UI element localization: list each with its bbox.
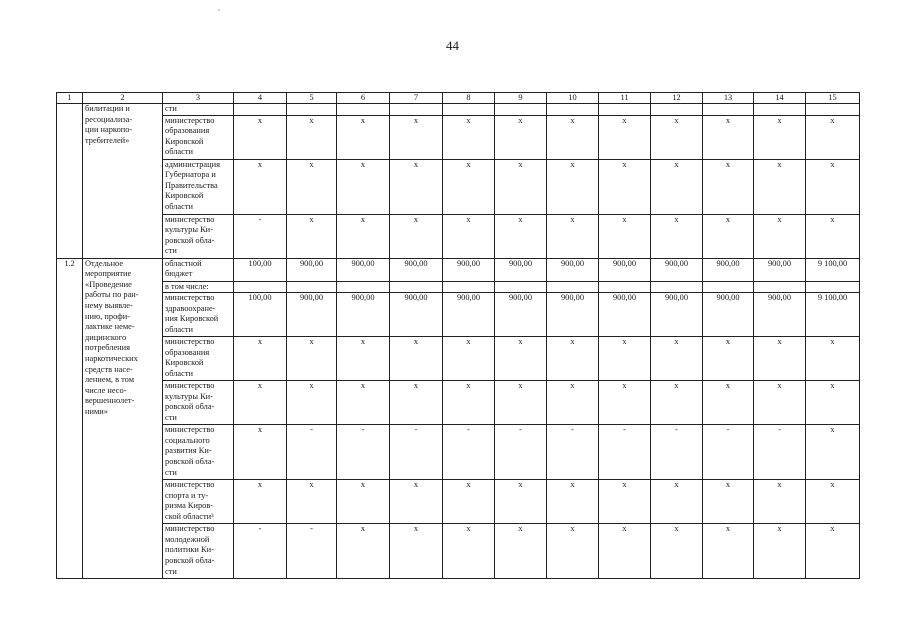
value-cell: 9 100,00 [806,258,860,281]
table-row [57,337,860,381]
table-row [57,480,860,524]
cell-line: средств насе- [85,364,133,374]
value-cell [234,281,287,293]
table-row [57,115,860,159]
value-cell: x [287,337,337,381]
value-cell: x [754,115,806,159]
cell-line: ской области³ [165,511,214,521]
value-cell: x [754,337,806,381]
value-cell [651,281,703,293]
cell-line: вершеннолет- [85,396,135,406]
value-cell [806,281,860,293]
cell-line: ресоциализа- [85,114,133,124]
value-cell: x [287,214,337,258]
value-cell: x [234,159,287,214]
value-cell: - [495,425,547,480]
value-cell: x [599,214,651,258]
cell-line: администрация [165,159,220,169]
column-header-7: 7 [390,93,443,104]
value-cell [337,281,390,293]
column-header-15: 15 [806,93,860,104]
value-cell: x [547,159,599,214]
value-cell [599,281,651,293]
table-row [57,381,860,425]
value-cell: 900,00 [495,293,547,337]
value-cell: 900,00 [287,258,337,281]
value-cell: x [390,381,443,425]
value-cell [495,104,547,116]
value-cell: x [754,159,806,214]
cell-line: сти [165,104,177,113]
value-cell: x [547,524,599,579]
value-cell: x [234,425,287,480]
value-cell: x [806,480,860,524]
value-cell: x [443,115,495,159]
value-cell: x [287,159,337,214]
value-cell: x [703,115,754,159]
value-cell: x [651,214,703,258]
cell-line: Губернатора и [165,170,216,180]
value-cell: x [337,381,390,425]
value-cell: x [651,337,703,381]
cell-line: министерство [165,425,215,435]
budget-source-cell [163,524,234,579]
budget-source-cell [163,381,234,425]
objective-cell [83,104,163,259]
value-cell: x [806,214,860,258]
value-cell: x [443,524,495,579]
cell-line: бюджет [165,269,193,279]
value-cell: x [806,425,860,480]
column-header-11: 11 [599,93,651,104]
value-cell: x [754,381,806,425]
cell-line: сти [165,566,177,576]
value-cell: 900,00 [651,258,703,281]
value-cell: 900,00 [287,293,337,337]
value-cell: x [547,381,599,425]
value-cell: x [547,480,599,524]
cell-line: нему выявле- [85,300,133,310]
column-header-9: 9 [495,93,547,104]
table-row [57,214,860,258]
budget-source-cell [163,104,234,116]
budget-source-cell [163,214,234,258]
cell-line: образования [165,126,210,136]
table-row [57,524,860,579]
value-cell: 900,00 [547,293,599,337]
value-cell: x [287,381,337,425]
column-header-3: 3 [163,93,234,104]
value-cell: x [703,524,754,579]
cell-line: министерство [165,337,215,347]
budget-source-cell [163,293,234,337]
value-cell: x [806,524,860,579]
value-cell: x [337,524,390,579]
value-cell [547,104,599,116]
value-cell: x [495,214,547,258]
cell-line: ния Кировской [165,314,219,324]
value-cell: 900,00 [390,258,443,281]
value-cell: x [443,159,495,214]
value-cell: x [495,115,547,159]
value-cell: - [390,425,443,480]
value-cell: x [337,480,390,524]
value-cell: x [651,115,703,159]
table-row [57,104,860,116]
value-cell: x [754,480,806,524]
cell-line: Кировской [165,191,204,201]
cell-line: наркотических [85,353,138,363]
cell-line: Отдельное [85,258,124,268]
header-row [57,93,860,104]
value-cell: x [390,115,443,159]
value-cell: 900,00 [547,258,599,281]
value-cell [754,104,806,116]
value-cell: x [547,115,599,159]
row-index [57,104,83,259]
cell-line: министерство [165,115,215,125]
value-cell [547,281,599,293]
value-cell: 900,00 [337,258,390,281]
cell-line: ровской обла- [165,402,215,412]
value-cell: - [547,425,599,480]
value-cell: x [703,480,754,524]
cell-line: развития Ки- [165,446,212,456]
value-cell [703,281,754,293]
value-cell: x [703,337,754,381]
value-cell: x [806,337,860,381]
value-cell: 900,00 [703,293,754,337]
value-cell [337,104,390,116]
cell-line: Правительства [165,180,218,190]
value-cell [754,281,806,293]
budget-source-cell [163,337,234,381]
value-cell: - [234,214,287,258]
value-cell: x [495,159,547,214]
cell-line: областной [165,258,202,268]
value-cell: 900,00 [599,293,651,337]
value-cell [287,281,337,293]
table-row [57,159,860,214]
value-cell: x [651,480,703,524]
value-cell: x [599,115,651,159]
value-cell: x [390,214,443,258]
cell-line: образования [165,347,210,357]
column-header-4: 4 [234,93,287,104]
value-cell: x [234,337,287,381]
value-cell: 900,00 [754,293,806,337]
value-cell: x [806,381,860,425]
value-cell: - [754,425,806,480]
value-cell: 900,00 [599,258,651,281]
row-index: 1.2 [57,258,83,579]
cell-line: культуры Ки- [165,225,213,235]
value-cell: x [599,337,651,381]
value-cell: x [547,214,599,258]
table-row [57,281,860,293]
cell-line: культуры Ки- [165,391,213,401]
value-cell: 9 100,00 [806,293,860,337]
column-header-5: 5 [287,93,337,104]
cell-line: сти [165,412,177,422]
value-cell: x [337,159,390,214]
cell-line: министерство [165,524,215,534]
value-cell: x [287,115,337,159]
value-cell: 100,00 [234,293,287,337]
value-cell: x [806,115,860,159]
cell-line: мероприятие [85,269,132,279]
budget-source-cell [163,480,234,524]
value-cell [287,104,337,116]
value-cell: 900,00 [443,293,495,337]
value-cell: - [703,425,754,480]
table-row [57,258,860,281]
cell-line: ними» [85,406,108,416]
cell-line: ровской обла- [165,235,215,245]
value-cell: 100,00 [234,258,287,281]
value-cell: - [337,425,390,480]
cell-line: спорта и ту- [165,490,209,500]
value-cell: - [443,425,495,480]
cell-line: области [165,368,193,378]
value-cell: x [443,214,495,258]
value-cell: 900,00 [337,293,390,337]
budget-table [56,92,860,579]
value-cell: x [703,214,754,258]
value-cell: x [390,159,443,214]
cell-line: здравоохране- [165,303,216,313]
value-cell: x [337,337,390,381]
budget-source-cell [163,115,234,159]
value-cell: 900,00 [495,258,547,281]
column-header-14: 14 [754,93,806,104]
value-cell [703,104,754,116]
value-cell: x [495,524,547,579]
value-cell: x [390,524,443,579]
cell-line: числе несо- [85,385,127,395]
column-header-2: 2 [83,93,163,104]
value-cell: x [806,159,860,214]
cell-line: области [165,201,193,211]
cell-line: сти [165,467,177,477]
cell-line: ции наркопо- [85,125,133,135]
column-header-13: 13 [703,93,754,104]
value-cell: - [599,425,651,480]
scan-speck: , [218,3,220,12]
cell-line: нию, профи- [85,311,130,321]
value-cell: 900,00 [390,293,443,337]
value-cell: x [443,480,495,524]
value-cell: x [547,337,599,381]
value-cell: 900,00 [703,258,754,281]
page-number: 44 [446,38,459,53]
cell-line: ризма Киров- [165,501,214,511]
cell-line: области [165,324,193,334]
cell-line: Кировской [165,358,204,368]
value-cell: x [495,337,547,381]
value-cell: 900,00 [443,258,495,281]
column-header-1: 1 [57,93,83,104]
value-cell: x [703,381,754,425]
value-cell: x [443,381,495,425]
cell-line: дицинского [85,332,127,342]
cell-line: политики Ки- [165,545,214,555]
cell-line: министерство [165,381,215,391]
budget-table-body [57,93,860,579]
value-cell: x [443,337,495,381]
table-row [57,293,860,337]
value-cell [234,104,287,116]
value-cell: x [599,524,651,579]
objective-cell [83,258,163,579]
value-cell: x [495,480,547,524]
cell-line: работы по ран- [85,290,139,300]
cell-line: социального [165,435,210,445]
value-cell: x [234,381,287,425]
cell-line: в том числе: [165,281,209,291]
table-row [57,425,860,480]
value-cell: x [337,115,390,159]
budget-source-cell [163,159,234,214]
cell-line: «Проведение [85,279,132,289]
value-cell: x [754,214,806,258]
cell-line: сти [165,246,177,256]
value-cell: 900,00 [651,293,703,337]
value-cell: x [337,214,390,258]
column-header-8: 8 [443,93,495,104]
column-header-10: 10 [547,93,599,104]
value-cell: x [390,480,443,524]
cell-line: области [165,147,193,157]
value-cell: x [390,337,443,381]
cell-line: молодежной [165,534,210,544]
value-cell: - [287,425,337,480]
value-cell: - [234,524,287,579]
cell-line: билитации и [85,104,130,113]
value-cell [599,104,651,116]
value-cell: x [234,480,287,524]
value-cell [806,104,860,116]
value-cell: x [754,524,806,579]
cell-line: лением, в том [85,375,134,385]
value-cell: x [599,480,651,524]
value-cell: x [599,381,651,425]
value-cell: - [287,524,337,579]
value-cell: x [651,159,703,214]
cell-line: лактике неме- [85,322,135,332]
budget-source-cell [163,281,234,293]
cell-line: министерство [165,214,215,224]
value-cell: x [599,159,651,214]
value-cell: x [651,524,703,579]
cell-line: ровской обла- [165,456,215,466]
value-cell [495,281,547,293]
value-cell [651,104,703,116]
cell-line: министерство [165,293,215,303]
value-cell: x [703,159,754,214]
cell-line: Кировской [165,136,204,146]
column-header-12: 12 [651,93,703,104]
cell-line: потребления [85,343,130,353]
value-cell: 900,00 [754,258,806,281]
cell-line: министерство [165,480,215,490]
column-header-6: 6 [337,93,390,104]
value-cell [390,104,443,116]
value-cell [443,281,495,293]
value-cell: x [234,115,287,159]
budget-source-cell [163,425,234,480]
value-cell [443,104,495,116]
value-cell: x [495,381,547,425]
value-cell: - [651,425,703,480]
cell-line: ровской обла- [165,555,215,565]
cell-line: требителей» [85,135,130,145]
value-cell: x [651,381,703,425]
budget-source-cell [163,258,234,281]
value-cell [390,281,443,293]
value-cell: x [287,480,337,524]
